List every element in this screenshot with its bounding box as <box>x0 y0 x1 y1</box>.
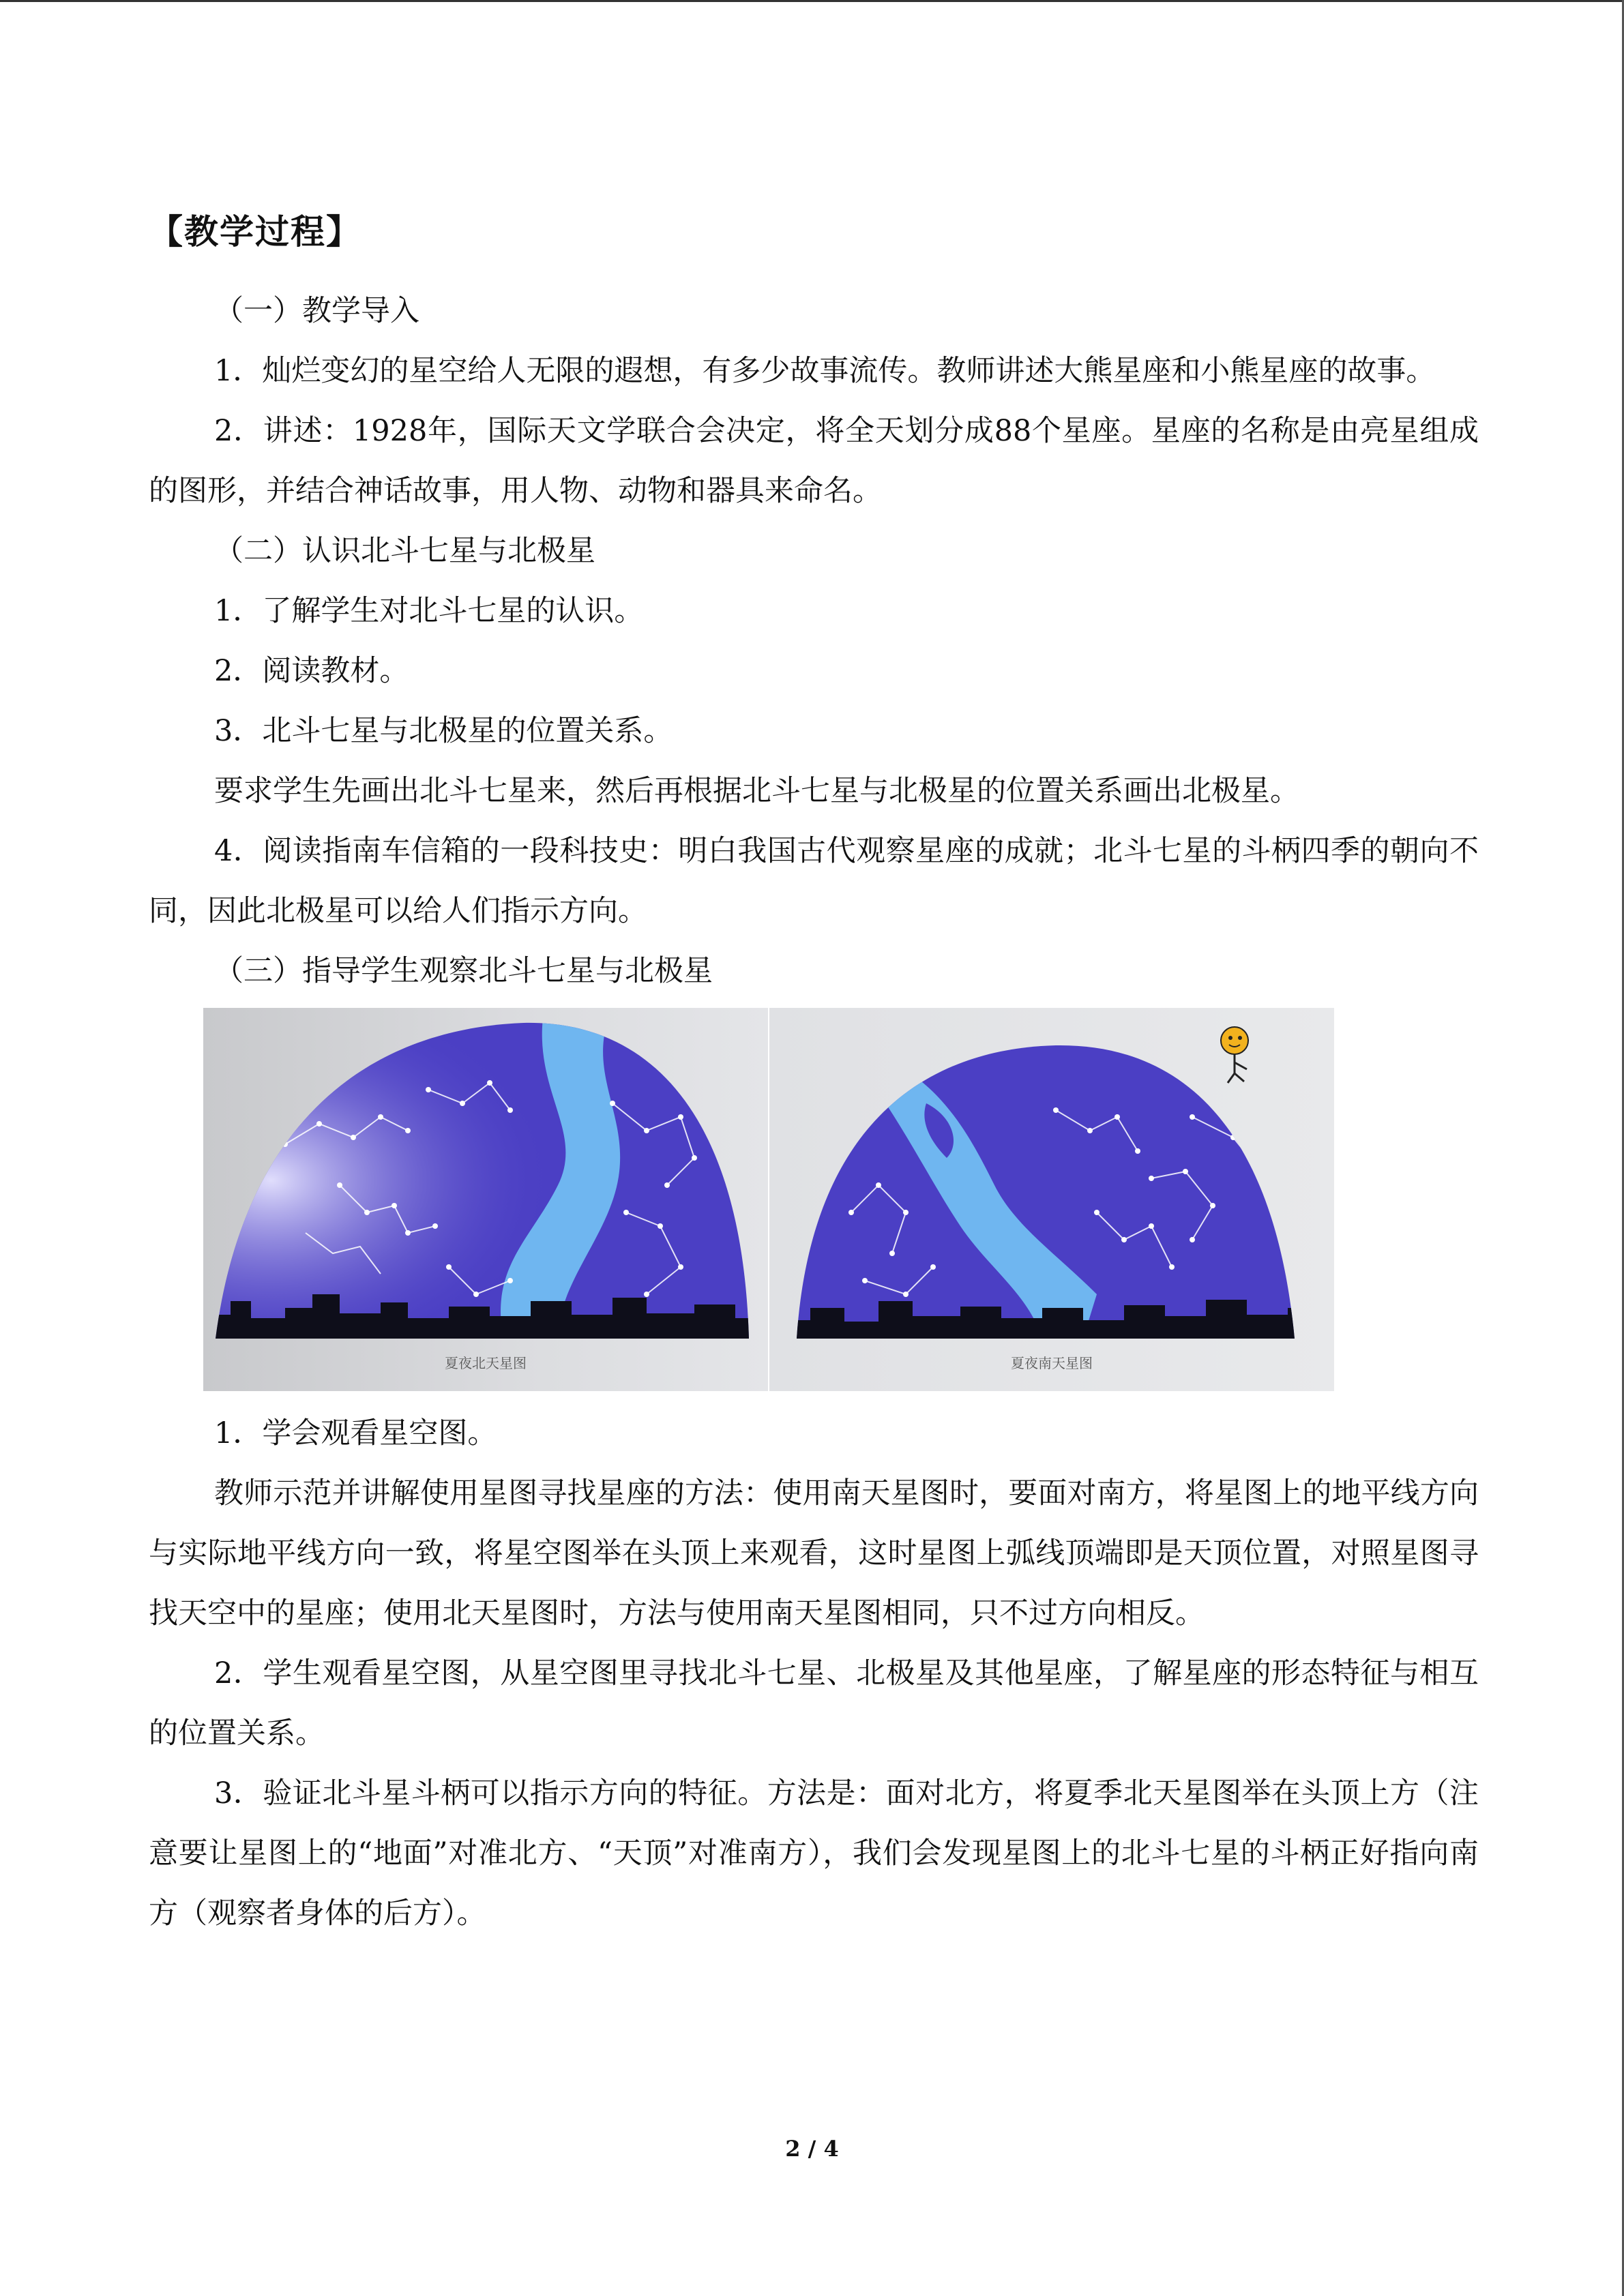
north-sky-chart <box>203 1008 768 1391</box>
south-chart-caption: 夏夜南天星图 <box>1011 1355 1093 1371</box>
paragraph: 2．讲述：1928年，国际天文学联合会决定，将全天划分成88个星座。星座的名称是由亮星组成的图形，并结合神话故事，用人物、动物和器具来命名。 <box>149 414 1479 508</box>
star-chart-figure <box>203 1008 1335 1391</box>
document-body <box>149 205 1479 1943</box>
paragraph: 2．阅读教材。 <box>214 654 409 688</box>
paragraph: 2．学生观看星空图，从星空图里寻找北斗七星、北极星及其他星座，了解星座的形态特征与相互的位置关系。 <box>149 1656 1479 1750</box>
south-sky-chart-graphic <box>769 1008 1334 1391</box>
paragraph: 1．学会观看星空图。 <box>214 1416 497 1450</box>
mascot-icon <box>1221 1027 1248 1083</box>
paragraph: 3．验证北斗星斗柄可以指示方向的特征。方法是：面对北方，将夏季北天星图举在头顶上方（注意要让星图上的“地面”对准北方、“天顶”对准南方），我们会发现星图上的北斗七星的斗柄正好指向南方（观察者身体的后方）。 <box>149 1776 1479 1930</box>
paragraph: 3．北斗七星与北极星的位置关系。 <box>214 714 673 748</box>
page-top-border <box>0 0 1624 2</box>
paragraph: 1．灿烂变幻的星空给人无限的遐想，有多少故事流传。教师讲述大熊星座和小熊星座的故事。 <box>214 354 1436 388</box>
page-number: 2 / 4 <box>785 2136 839 2162</box>
north-sky-chart-graphic <box>203 1008 768 1391</box>
subsection-title: （一）教学导入 <box>214 294 419 328</box>
paragraph: 教师示范并讲解使用星图寻找星座的方法：使用南天星图时，要面对南方，将星图上的地平线方向与实际地平线方向一致，将星空图举在头顶上来观看，这时星图上弧线顶端即是天顶位置，对照星图寻找天空中的星座；使用北天星图时，方法与使用南天星图相同，只不过方向相反。 <box>149 1476 1479 1630</box>
section-heading: 【教学过程】 <box>149 212 361 252</box>
south-sky-chart <box>769 1008 1334 1391</box>
north-chart-caption: 夏夜北天星图 <box>445 1355 527 1371</box>
paragraph: 4．阅读指南车信箱的一段科技史：明白我国古代观察星座的成就；北斗七星的斗柄四季的朝向不同，因此北极星可以给人们指示方向。 <box>149 834 1479 928</box>
paragraph: 要求学生先画出北斗七星来，然后再根据北斗七星与北极星的位置关系画出北极星。 <box>214 774 1299 808</box>
subsection-title: （二）认识北斗七星与北极星 <box>214 534 595 568</box>
subsection-title: （三）指导学生观察北斗七星与北极星 <box>214 954 713 988</box>
paragraph: 1．了解学生对北斗七星的认识。 <box>214 594 644 628</box>
